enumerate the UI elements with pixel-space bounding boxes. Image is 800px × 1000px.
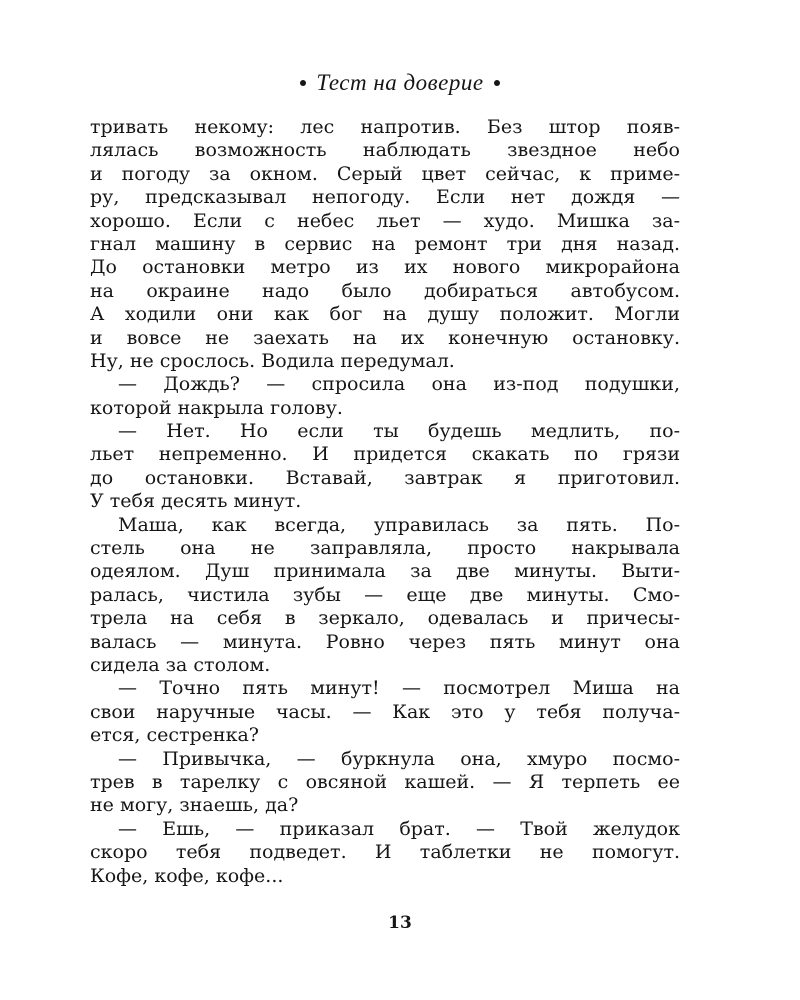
text-line: До остановки метро из их нового микрорайона [90, 256, 680, 279]
text-line: тривать некому: лес напротив. Без штор появ- [90, 116, 680, 138]
text-line: лялась возможность наблюдать звездное небо [90, 139, 680, 162]
text-line: не могу, знаешь, да? [90, 794, 299, 817]
text-line: и вовсе не заехать на их конечную остановку. [90, 326, 680, 349]
text-line: хорошо. Если с небес льет — худо. Мишка за- [90, 209, 680, 232]
text-line: гнал машину в сервис на ремонт три дня назад. [90, 232, 680, 255]
bullet-dot-right [494, 80, 500, 86]
text-line: — Точно пять минут! — посмотрел Миша на [118, 677, 680, 700]
text-line: — Ешь, — приказал брат. — Твой желудок [118, 817, 680, 840]
text-line: на окраине надо было добираться автобусом. [90, 279, 680, 302]
text-line: Маша, как всегда, управилась за пять. По- [118, 513, 680, 536]
text-line: и погоду за окном. Серый цвет сейчас, к приме- [90, 162, 680, 185]
text-line: которой накрыла голову. [90, 396, 343, 419]
text-line: — Нет. Но если ты будешь медлить, по- [118, 420, 680, 443]
running-head-title: Тест на доверие [316, 70, 484, 95]
running-head [0, 68, 800, 98]
text-line: скоро тебя подведет. И таблетки не помогут. [90, 841, 680, 864]
text-line: ру, предсказывал непогоду. Если нет дождя — [90, 186, 680, 209]
text-line: стель она не заправляла, просто накрывала [90, 537, 680, 560]
text-line: А ходили они как бог на душу положит. Могли [90, 303, 680, 326]
text-line: Ну, не срослось. Водила передумал. [90, 349, 455, 372]
text-line: Кофе, кофе, кофе... [90, 864, 284, 887]
text-line: льет непременно. И придется скакать по грязи [90, 443, 680, 466]
text-line: ралась, чистила зубы — еще две минуты. Смо- [90, 583, 680, 606]
page-number: 13 [388, 913, 412, 933]
text-line: сидела за столом. [90, 653, 271, 676]
text-line: до остановки. Вставай, завтрак я приготовил. [90, 466, 680, 489]
text-line: валась — минута. Ровно через пять минут она [90, 630, 680, 653]
text-line: одеялом. Душ принимала за две минуты. Выти- [90, 560, 680, 583]
text-line: трев в тарелку с овсяной кашей. — Я терпеть ее [90, 770, 680, 793]
text-line: — Привычка, — буркнула она, хмуро посмо- [118, 747, 680, 770]
text-line: У тебя десять минут. [90, 490, 302, 513]
text-line: ется, сестренка? [90, 724, 259, 747]
body-text [90, 116, 680, 888]
text-line: трела на себя в зеркало, одевалась и причесы- [90, 607, 680, 630]
bullet-dot-left [300, 80, 306, 86]
text-line: — Дождь? — спросила она из-под подушки, [118, 373, 680, 396]
text-line: свои наручные часы. — Как это у тебя получа- [90, 700, 680, 723]
